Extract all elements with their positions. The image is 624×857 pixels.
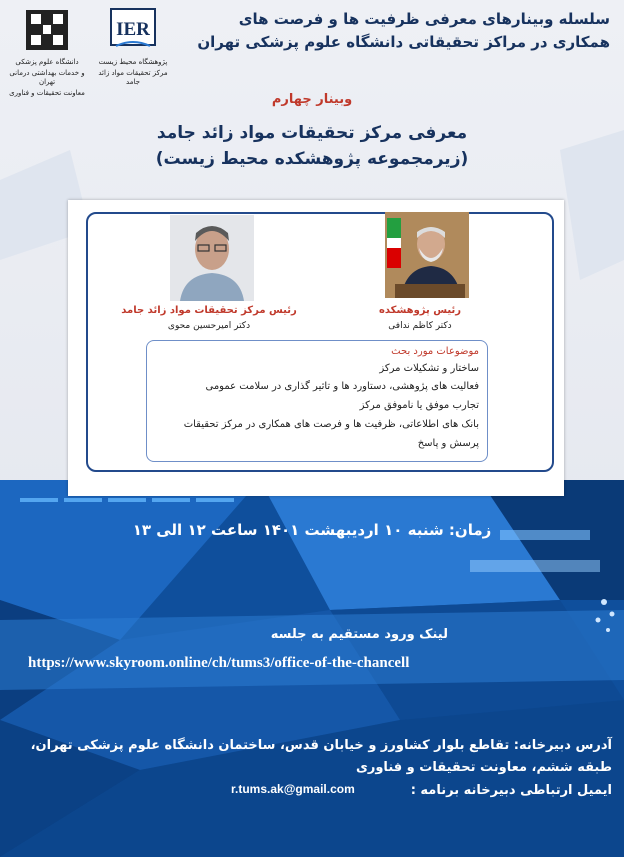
- speaker-name: دکتر امیرحسین محوی: [167, 321, 251, 331]
- webinar-title-line: معرفی مرکز تحقیقات مواد زائد جامد: [156, 123, 468, 143]
- topics-box: [146, 340, 488, 462]
- topic-item: تجارب موفق یا ناموفق مرکز: [359, 400, 479, 411]
- topics-heading: موضوعات مورد بحث: [391, 346, 479, 357]
- university-emblem-icon: [24, 8, 70, 52]
- topic-item: پرسش و پاسخ: [417, 438, 479, 449]
- svg-text:IER: IER: [116, 19, 150, 40]
- institute-logo: [92, 8, 174, 98]
- secretariat-address: [22, 735, 612, 779]
- logo-text: مرکز تحقیقات مواد زائد جامد: [98, 69, 168, 86]
- webinar-number: وبینار چهارم: [271, 92, 353, 107]
- series-title: [190, 8, 610, 54]
- topic-item: ساختار و تشکیلات مرکز: [379, 363, 479, 374]
- address-line: طبقه ششم، معاونت تحقیقات و فناوری: [355, 760, 612, 775]
- speaker-role: رئیس مرکز تحقیقات مواد زائد جامد: [121, 305, 297, 316]
- speaker-role: رئیس پژوهشکده: [378, 305, 461, 316]
- link-heading: لینک ورود مستقیم به جلسه: [270, 627, 448, 642]
- address-line: آدرس دبیرخانه: تقاطع بلوار کشاورز و خیابان قدس، ساختمان دانشگاه علوم پزشکی تهران،: [30, 738, 612, 753]
- logo-text: پژوهشگاه محیط زیست: [98, 58, 168, 66]
- logo-text: و خدمات بهداشتی درمانی تهران: [9, 69, 85, 86]
- webinar-subtitle: (زیرمجموعه پژوهشکده محیط زیست): [155, 149, 469, 169]
- speaker-photo: [385, 212, 469, 298]
- webinar-title: [0, 120, 624, 172]
- meeting-link[interactable]: https://www.skyroom.online/ch/tums3/office-of-the-chancell: [28, 655, 410, 671]
- speaker-name: دکتر کاظم ندافی: [388, 321, 452, 331]
- topic-item: فعالیت های پژوهشی، دستاورد ها و تاثیر گذاری در سلامت عمومی: [205, 381, 479, 392]
- series-title-line: همکاری در مراکز تحقیقاتی دانشگاه علوم پزشکی تهران: [197, 33, 610, 51]
- ier-emblem-icon: [110, 8, 156, 52]
- speaker-photo: [170, 215, 254, 301]
- university-logo: [8, 8, 86, 98]
- logo-text: معاونت تحقیقات و فناوری: [9, 89, 85, 97]
- email-label: ایمیل ارتباطی دبیرخانه برنامه :: [410, 783, 612, 798]
- contact-email[interactable]: r.tums.ak@gmail.com: [231, 782, 355, 796]
- event-schedule: زمان: شنبه ۱۰ اردیبهشت ۱۴۰۱ ساعت ۱۲ الی ۱۳: [132, 521, 492, 539]
- logo-text: دانشگاه علوم پزشکی: [15, 58, 79, 66]
- topic-item: بانک های اطلاعاتی، ظرفیت ها و فرصت های همکاری در مرکز تحقیقات: [183, 419, 479, 430]
- series-title-line: سلسله وبینارهای معرفی ظرفیت ها و فرصت های: [238, 10, 610, 28]
